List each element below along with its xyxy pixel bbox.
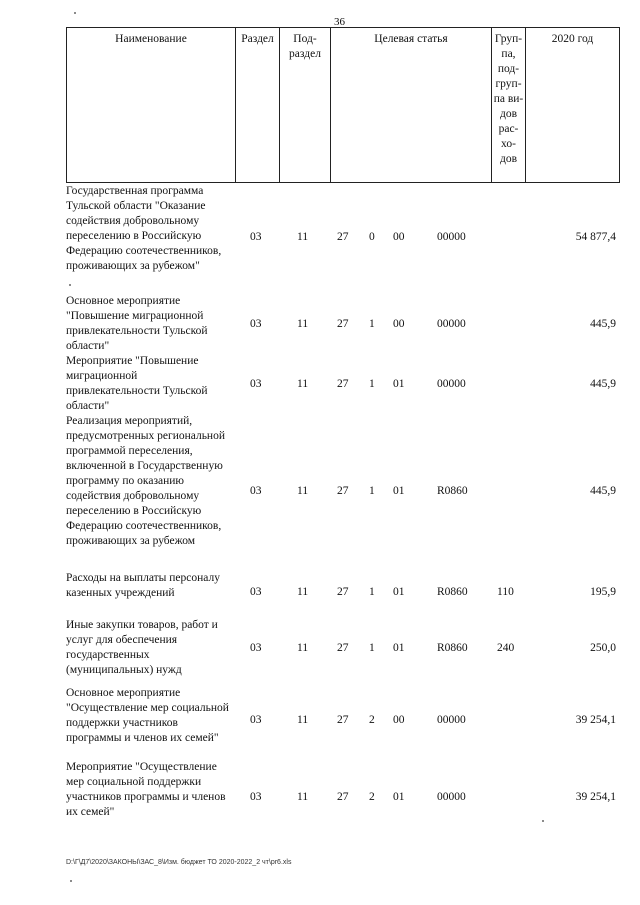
row-t1: 27 xyxy=(337,642,349,654)
row-t1: 27 xyxy=(337,791,349,803)
row-section: 03 xyxy=(250,318,262,330)
header-name xyxy=(66,27,236,183)
row-t2: 2 xyxy=(369,714,375,726)
page-number: 36 xyxy=(334,16,345,28)
row-t3: 01 xyxy=(393,791,405,803)
row-t3: 01 xyxy=(393,485,405,497)
row-t2: 1 xyxy=(369,586,375,598)
row-subsection: 11 xyxy=(297,642,309,654)
scan-speck xyxy=(74,12,76,14)
row-t2: 1 xyxy=(369,378,375,390)
row-amount: 195,9 xyxy=(590,586,616,598)
header-name-label: Наименование xyxy=(115,33,187,45)
row-t4: 00000 xyxy=(437,231,466,243)
row-subsection: 11 xyxy=(297,586,309,598)
row-subsection: 11 xyxy=(297,714,309,726)
row-subsection: 11 xyxy=(297,791,309,803)
row-name: Основное мероприятие "Осуществление мер социальной поддержки участников программы и членов их семей" xyxy=(66,687,229,744)
scan-speck xyxy=(542,820,544,822)
row-t3: 00 xyxy=(393,318,405,330)
row-subsection: 11 xyxy=(297,378,309,390)
header-target-article xyxy=(330,27,492,183)
row-t1: 27 xyxy=(337,485,349,497)
row-section: 03 xyxy=(250,642,262,654)
row-t4: 00000 xyxy=(437,714,466,726)
row-t4: R0860 xyxy=(437,642,468,654)
row-amount: 445,9 xyxy=(590,485,616,497)
row-amount: 54 877,4 xyxy=(575,231,616,243)
row-t2: 1 xyxy=(369,642,375,654)
header-group-label: Груп- па, под- груп- па ви- дов рас- хо- дов xyxy=(493,33,524,165)
row-amount: 445,9 xyxy=(590,318,616,330)
row-t3: 01 xyxy=(393,378,405,390)
row-amount: 445,9 xyxy=(590,378,616,390)
row-section: 03 xyxy=(250,378,262,390)
row-t4: R0860 xyxy=(437,586,468,598)
row-t3: 00 xyxy=(393,231,405,243)
header-year xyxy=(525,27,620,183)
header-subsection-label: Под- раздел xyxy=(289,33,321,60)
header-target-label: Целевая статья xyxy=(374,33,448,45)
row-group: 240 xyxy=(497,642,515,654)
row-t3: 00 xyxy=(393,714,405,726)
row-group: 110 xyxy=(497,586,514,598)
file-path-footer: D:\Г\Д7\2020\ЗАКОНЫ\ЗАС_8\Изм. бюджет ТО 2020-2022_2 чт\pr6.xls xyxy=(66,859,292,866)
row-t4: 00000 xyxy=(437,791,466,803)
row-t2: 0 xyxy=(369,231,375,243)
row-name: Мероприятие "Повышение миграционной привлекательности Тульской области" xyxy=(66,355,208,412)
row-t4: 00000 xyxy=(437,378,466,390)
header-subsection xyxy=(279,27,331,183)
row-amount: 39 254,1 xyxy=(575,791,616,803)
row-t2: 1 xyxy=(369,485,375,497)
row-name: Реализация мероприятий, предусмотренных региональной программой переселения, включенной в Государственную программу по оказанию содействия добровольному переселению в Российскую Федерацию соотечественников, проживающих за рубежом xyxy=(66,415,225,547)
row-t1: 27 xyxy=(337,231,349,243)
row-subsection: 11 xyxy=(297,318,309,330)
row-t4: 00000 xyxy=(437,318,466,330)
header-section-label: Раздел xyxy=(241,33,274,45)
row-t2: 2 xyxy=(369,791,375,803)
header-expense-group xyxy=(491,27,526,183)
row-section: 03 xyxy=(250,791,262,803)
row-subsection: 11 xyxy=(297,231,309,243)
row-section: 03 xyxy=(250,586,262,598)
row-name: Иные закупки товаров, работ и услуг для обеспечения государственных (муниципальных) нужд xyxy=(66,619,218,676)
row-subsection: 11 xyxy=(297,485,309,497)
row-name: Основное мероприятие "Повышение миграционной привлекательности Тульской области" xyxy=(66,295,208,352)
row-t1: 27 xyxy=(337,378,349,390)
row-t1: 27 xyxy=(337,318,349,330)
header-year-label: 2020 год xyxy=(551,33,594,45)
row-section: 03 xyxy=(250,231,262,243)
row-section: 03 xyxy=(250,485,262,497)
row-t1: 27 xyxy=(337,714,349,726)
row-section: 03 xyxy=(250,714,262,726)
scan-speck xyxy=(69,284,71,286)
row-t3: 01 xyxy=(393,586,405,598)
row-name: Мероприятие "Осуществление мер социальной поддержки участников программы и членов их семей" xyxy=(66,761,226,818)
row-t1: 27 xyxy=(337,586,349,598)
row-name: Расходы на выплаты персоналу казенных учреждений xyxy=(66,572,220,599)
header-section xyxy=(235,27,280,183)
scan-speck xyxy=(70,880,72,882)
row-amount: 250,0 xyxy=(590,642,616,654)
row-amount: 39 254,1 xyxy=(575,714,616,726)
row-t2: 1 xyxy=(369,318,375,330)
row-name: Государственная программа Тульской области "Оказание содействия добровольному переселению в Российскую Федерацию соотечественников, проживающих за рубежом" xyxy=(66,185,222,272)
row-t3: 01 xyxy=(393,642,405,654)
row-t4: R0860 xyxy=(437,485,468,497)
